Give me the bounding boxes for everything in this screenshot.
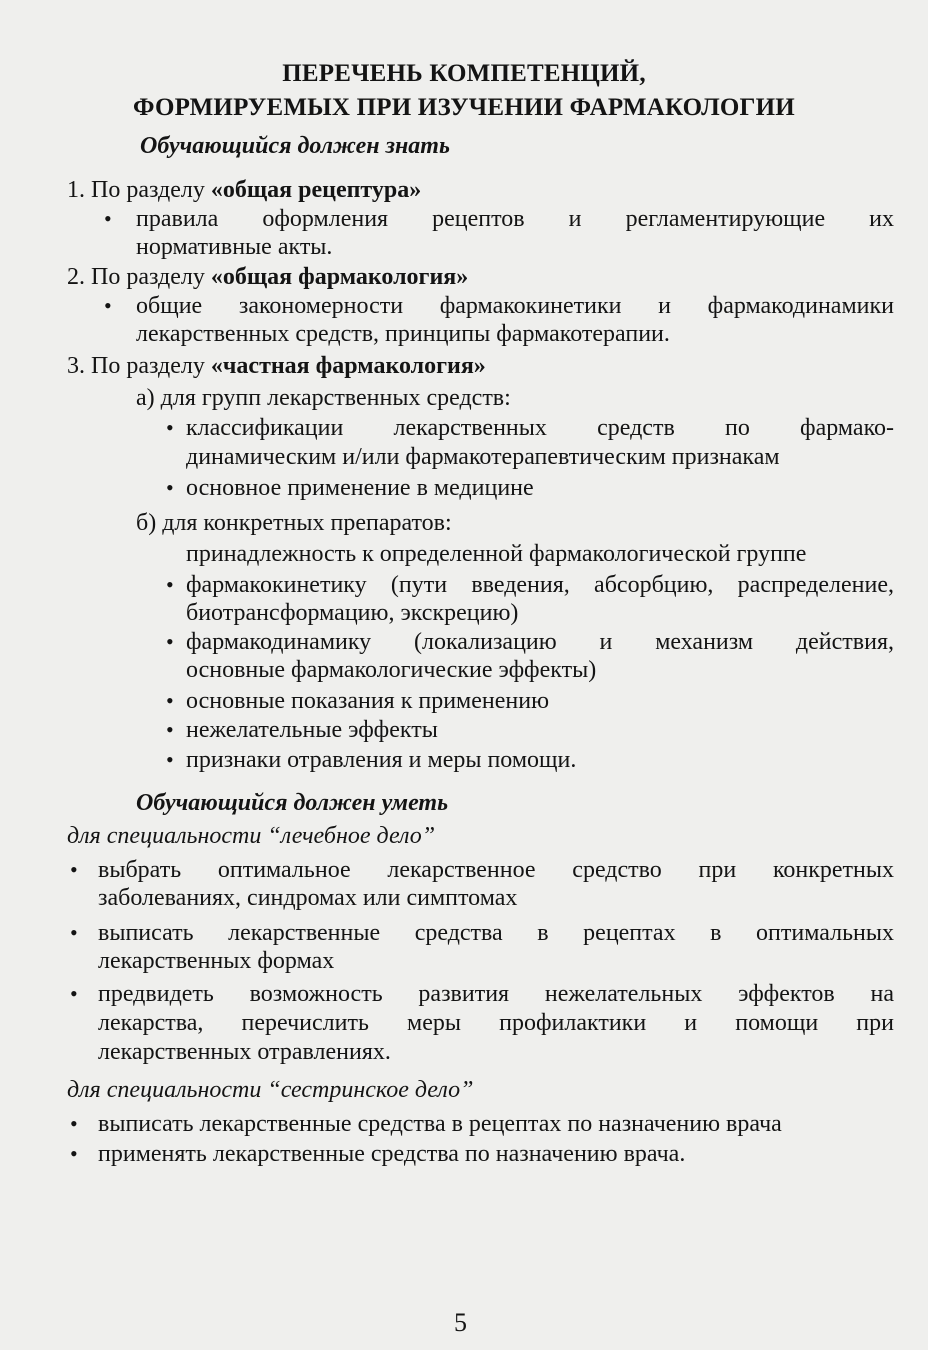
s1-bullet-1-line-1: правила оформления рецептов и регламентирующие их (136, 206, 894, 232)
s3b-bullet-6: признаки отравления и меры помощи. (186, 747, 577, 773)
spec2-bullet-1: выписать лекарственные средства в рецептах по назначению врача (98, 1111, 782, 1137)
page-number: 5 (454, 1308, 467, 1337)
bullet-glyph: • (166, 475, 174, 500)
s2-bullet-1-line-2: лекарственных средств, принципы фармакотерапии. (136, 321, 670, 347)
section-1-heading (67, 176, 421, 204)
section-2-heading (67, 263, 468, 291)
s3b-bullet-3-line-1: фармакодинамику (локализацию и механизм действия, (186, 629, 894, 655)
bullet-glyph: • (70, 857, 78, 882)
s3b-bullet-5: нежелательные эффекты (186, 717, 438, 743)
spec1-bullet-3-line-1: предвидеть возможность развития нежелательных эффектов на (98, 981, 894, 1007)
bullet-glyph: • (166, 688, 174, 713)
section-2-lead: 2. По разделу (67, 264, 211, 290)
s3b-bullet-1: принадлежность к определенной фармакологической группе (186, 541, 807, 567)
can-heading: Обучающийся должен уметь (136, 790, 449, 816)
bullet-glyph: • (166, 629, 174, 654)
spec2-bullet-2: применять лекарственные средства по назначению врача. (98, 1141, 686, 1167)
bullet-glyph: • (166, 572, 174, 597)
specialty-2-heading: для специальности “сестринское дело” (67, 1077, 474, 1103)
section-3-lead: 3. По разделу (67, 353, 211, 379)
specialty-1-heading: для специальности “лечебное дело” (67, 823, 436, 849)
s3a-bullet-1-line-1: классификации лекарственных средств по фармако- (186, 415, 894, 441)
bullet-glyph: • (166, 747, 174, 772)
page-title-line-2: ФОРМИРУЕМЫХ ПРИ ИЗУЧЕНИИ ФАРМАКОЛОГИИ (133, 94, 795, 121)
bullet-glyph: • (104, 293, 112, 318)
section-1-bold: «общая рецептура» (210, 177, 422, 203)
section-1-lead: 1. По разделу (67, 177, 211, 203)
bullet-glyph: • (104, 206, 112, 231)
spec1-bullet-3-line-2: лекарства, перечислить меры профилактики и помощи при (98, 1010, 894, 1036)
spec1-bullet-1-line-2: заболеваниях, синдромах или симптомах (98, 885, 518, 911)
s3a-bullet-2: основное применение в медицине (186, 475, 534, 501)
spec1-bullet-2-line-1: выписать лекарственные средства в рецептах в оптимальных (98, 920, 894, 946)
spec1-bullet-3-line-3: лекарственных отравлениях. (98, 1039, 391, 1065)
s2-bullet-1-line-1: общие закономерности фармакокинетики и фармакодинамики (136, 293, 894, 319)
section-3-bold: «частная фармакология» (210, 353, 486, 379)
s3-subsection-b: б) для конкретных препаратов: (136, 510, 452, 536)
s3b-bullet-3-line-2: основные фармакологические эффекты) (186, 657, 597, 683)
spec1-bullet-1-line-1: выбрать оптимальное лекарственное средство при конкретных (98, 857, 894, 883)
page-title-line-1: ПЕРЕЧЕНЬ КОМПЕТЕНЦИЙ, (282, 60, 646, 87)
bullet-glyph: • (70, 1141, 78, 1166)
section-3-heading (67, 352, 486, 380)
bullet-glyph: • (166, 415, 174, 440)
s3b-bullet-4: основные показания к применению (186, 688, 549, 714)
know-heading: Обучающийся должен знать (140, 133, 450, 159)
s3b-bullet-2-line-1: фармакокинетику (пути введения, абсорбцию, распределение, (186, 572, 894, 598)
section-2-bold: «общая фармакология» (210, 264, 469, 290)
bullet-glyph: • (70, 1111, 78, 1136)
bullet-glyph: • (70, 920, 78, 945)
s3a-bullet-1-line-2: динамическим и/или фармакотерапевтическим признакам (186, 444, 780, 470)
spec1-bullet-2-line-2: лекарственных формах (98, 948, 335, 974)
s1-bullet-1-line-2: нормативные акты. (136, 234, 333, 260)
bullet-glyph: • (70, 981, 78, 1006)
s3b-bullet-2-line-2: биотрансформацию, экскрецию) (186, 600, 519, 626)
s3-subsection-a: а) для групп лекарственных средств: (136, 385, 511, 411)
bullet-glyph: • (166, 717, 174, 742)
